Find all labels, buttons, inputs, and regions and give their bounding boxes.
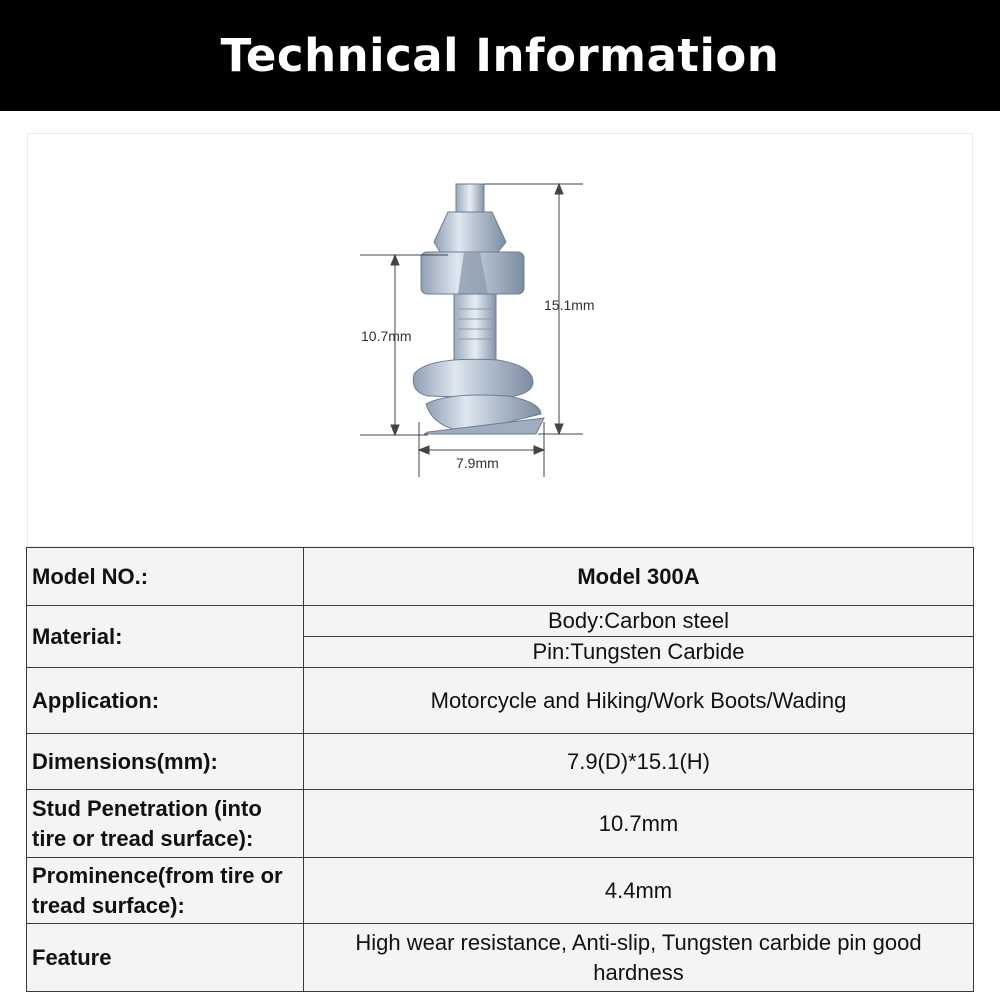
prominence-value: 4.4mm [304, 858, 974, 924]
table-row [27, 606, 974, 637]
material-label: Material: [27, 606, 304, 668]
table-row [27, 548, 974, 606]
page-title: Technical Information [220, 29, 780, 82]
table-row [27, 734, 974, 790]
dimensions-label: Dimensions(mm): [27, 734, 304, 790]
table-row [27, 924, 974, 992]
application-value: Motorcycle and Hiking/Work Boots/Wading [304, 668, 974, 734]
spec-table [26, 547, 974, 992]
penetration-dimension-label: 10.7mm [361, 328, 412, 344]
material-pin-value: Pin:Tungsten Carbide [304, 637, 974, 668]
header-banner [0, 0, 1000, 111]
diameter-dimension-label: 7.9mm [456, 455, 499, 471]
penetration-label: Stud Penetration (into tire or tread surface): [27, 790, 304, 858]
stud-dimension-drawing [28, 134, 974, 548]
height-dimension-label: 15.1mm [544, 297, 595, 313]
stud-image [413, 184, 544, 434]
application-label: Application: [27, 668, 304, 734]
penetration-value: 10.7mm [304, 790, 974, 858]
model-label: Model NO.: [27, 548, 304, 606]
table-row [27, 790, 974, 858]
table-row [27, 668, 974, 734]
dimensions-value: 7.9(D)*15.1(H) [304, 734, 974, 790]
table-row [27, 858, 974, 924]
prominence-label: Prominence(from tire or tread surface): [27, 858, 304, 924]
feature-label: Feature [27, 924, 304, 992]
material-body-value: Body:Carbon steel [304, 606, 974, 637]
product-photo [27, 133, 973, 547]
feature-value: High wear resistance, Anti-slip, Tungsten carbide pin good hardness [304, 924, 974, 992]
model-value: Model 300A [304, 548, 974, 606]
